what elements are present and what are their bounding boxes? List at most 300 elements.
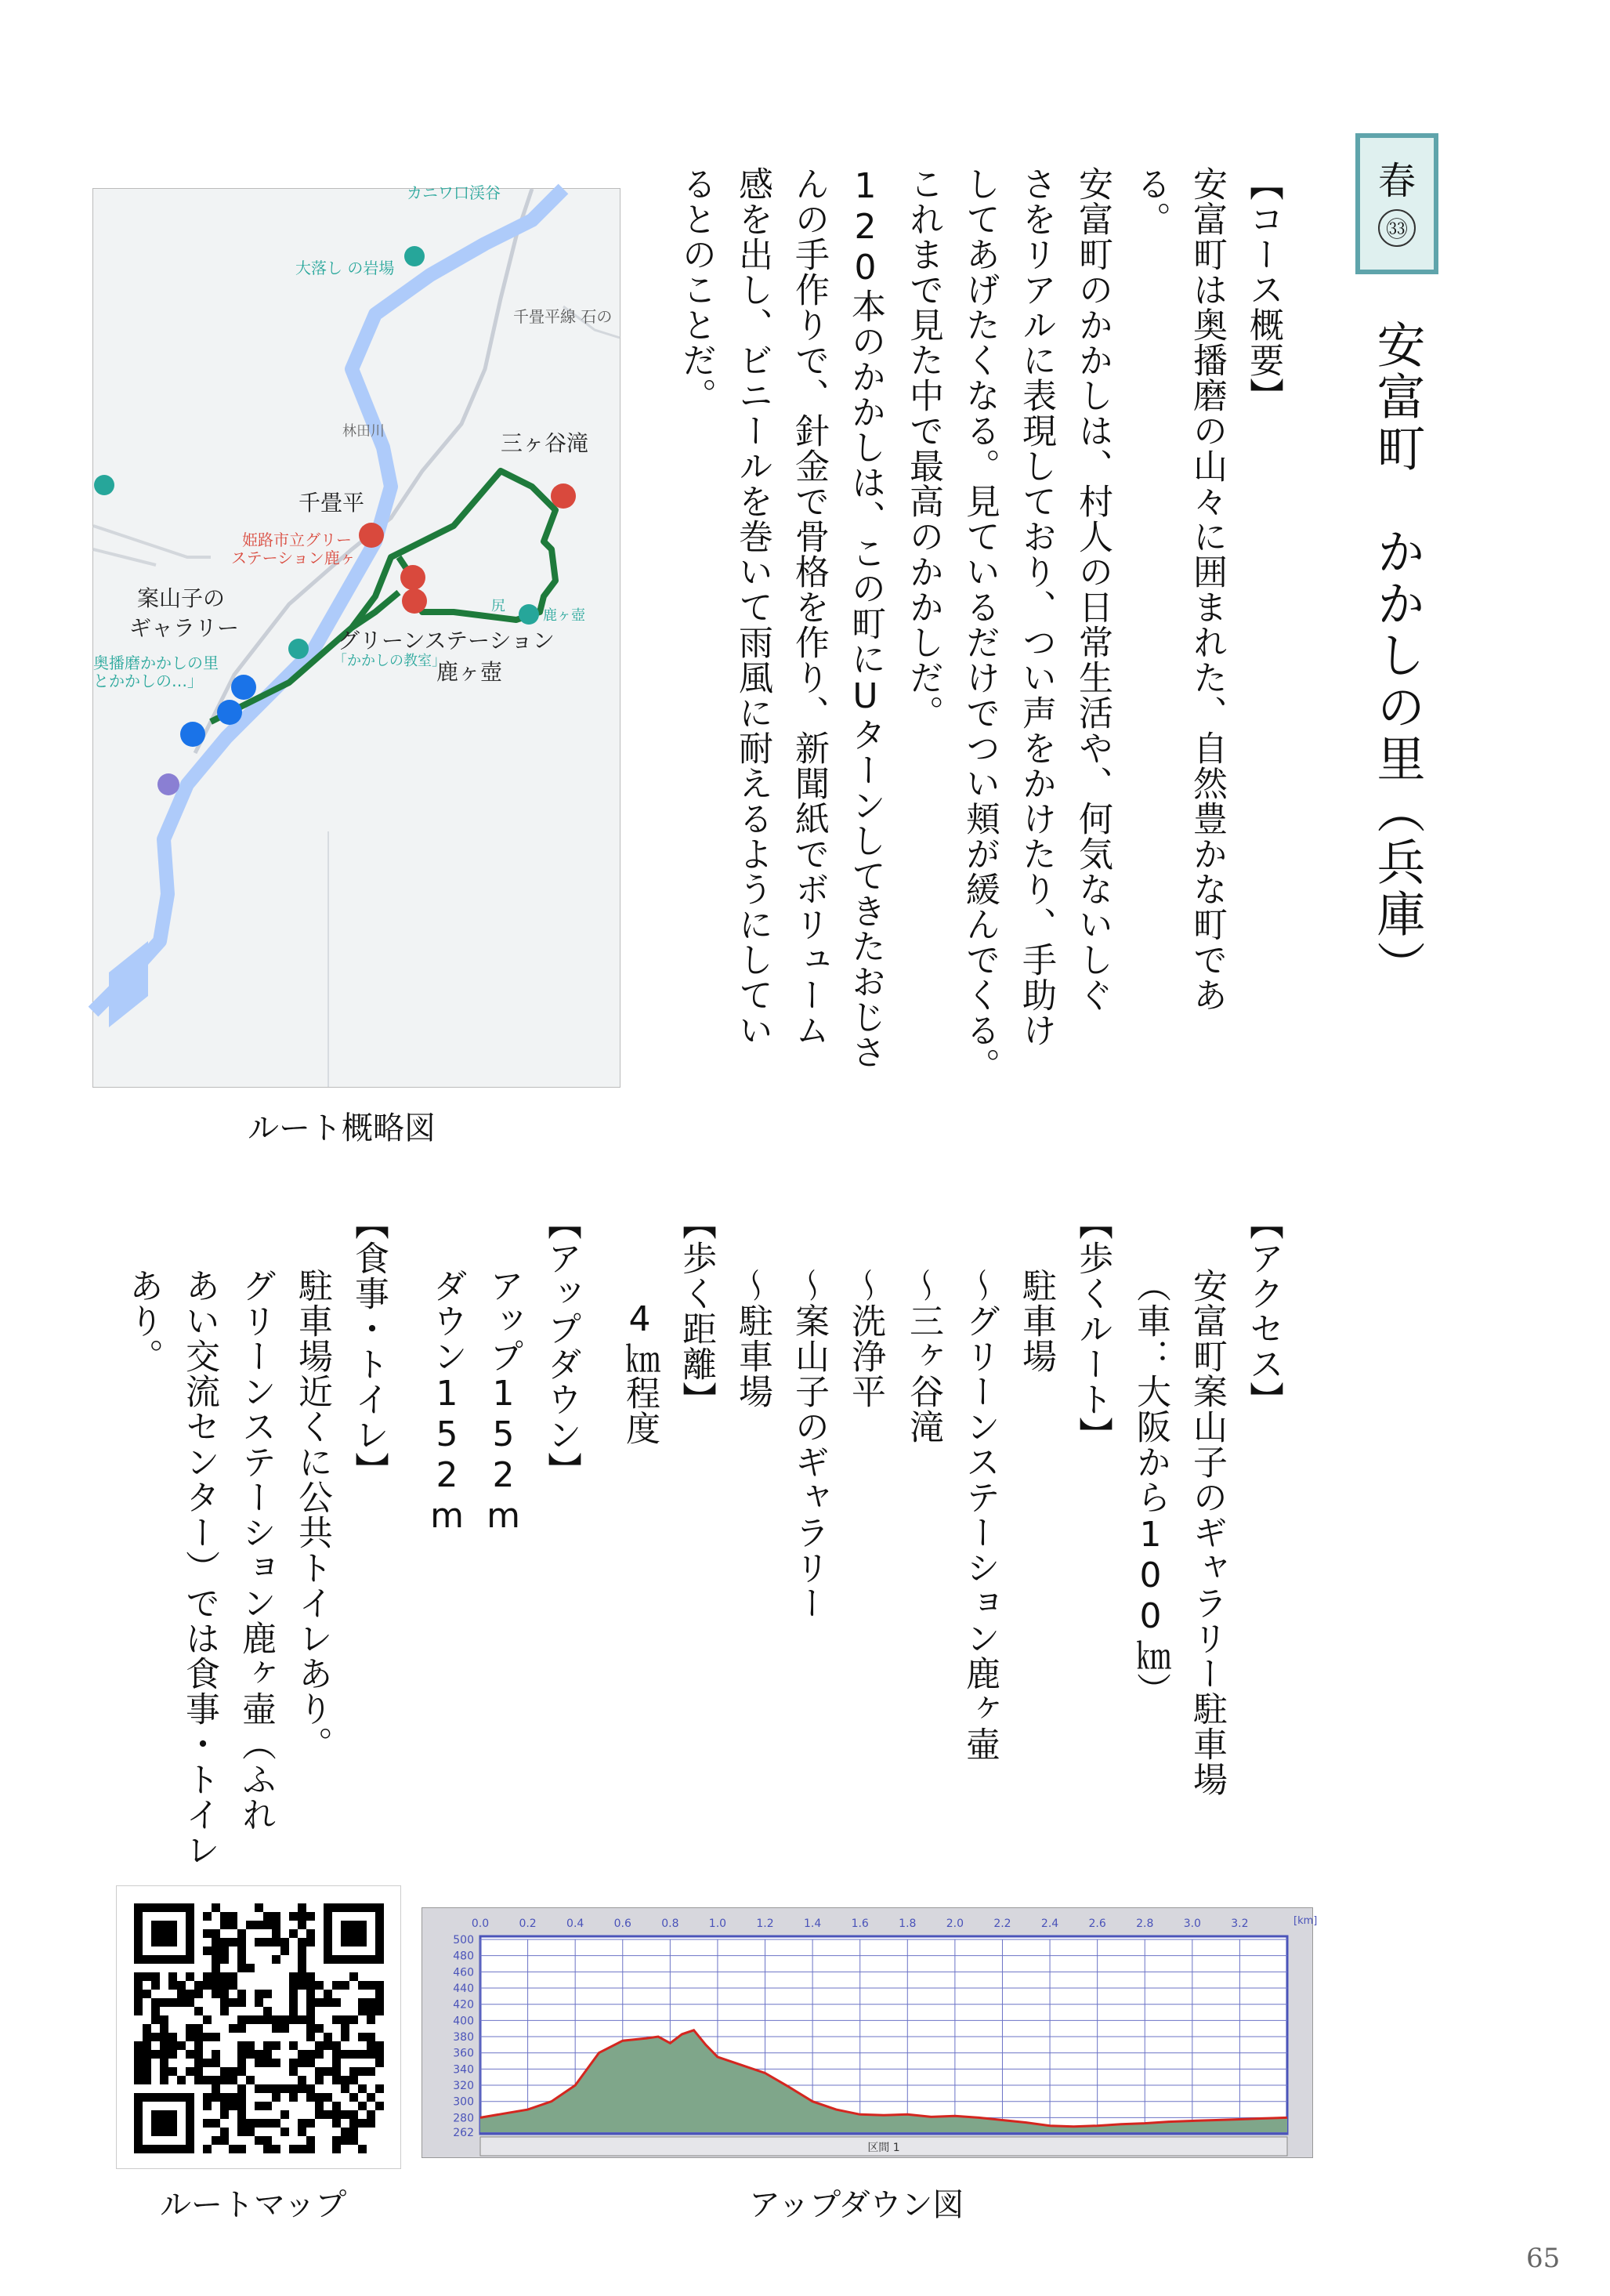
qr-module	[151, 2033, 160, 2041]
qr-module	[134, 2041, 143, 2050]
qr-module	[237, 2015, 246, 2024]
info-line: 【歩くルート】	[1073, 1205, 1113, 1452]
qr-module	[134, 2007, 143, 2015]
qr-module	[298, 2076, 306, 2084]
qr-module	[263, 2007, 272, 2015]
qr-module	[272, 2093, 280, 2102]
qr-module	[237, 2041, 246, 2050]
qr-module	[203, 2093, 212, 2102]
shika-pin-icon	[519, 604, 539, 625]
qr-code-image	[117, 1886, 400, 2168]
qr-module	[168, 2041, 177, 2050]
qr-module	[203, 1972, 212, 1981]
qr-module	[237, 2050, 246, 2059]
qr-module	[289, 1998, 298, 2007]
qr-module	[280, 1947, 289, 1955]
qr-module	[237, 2093, 246, 2102]
qr-module	[177, 2076, 186, 2084]
qr-module	[375, 1990, 384, 1998]
chart-y-tick: 440	[453, 1983, 474, 1996]
chart-y-tick: 420	[453, 1998, 474, 2012]
qr-module	[237, 2119, 246, 2128]
qr-module	[349, 2119, 358, 2128]
qr-module	[212, 2119, 220, 2128]
qr-module	[186, 2033, 194, 2041]
qr-module	[186, 2067, 194, 2076]
qr-module	[203, 2059, 212, 2067]
chart-x-tick: 1.0	[708, 1918, 727, 1930]
qr-module	[367, 2110, 375, 2119]
qr-module	[220, 1990, 229, 1998]
qr-module	[255, 2136, 263, 2145]
qr-module	[263, 2102, 272, 2110]
qr-module	[212, 1938, 220, 1947]
qr-module	[272, 2059, 280, 2067]
map-label-kakashi1: 奥播磨かかしの里	[93, 654, 219, 672]
qr-module	[332, 2119, 341, 2128]
qr-module	[134, 2059, 143, 2067]
qr-module	[324, 1998, 332, 2007]
qr-module	[151, 2050, 160, 2059]
map-label-kakashi2: とかかしの…」	[93, 672, 203, 690]
qr-module	[194, 2067, 203, 2076]
qr-module	[255, 2059, 263, 2067]
qr-module	[246, 2041, 255, 2050]
qr-module	[255, 1998, 263, 2007]
qr-module	[237, 1947, 246, 1955]
qr-module	[332, 2102, 341, 2110]
gallery-pin-icon	[231, 675, 256, 700]
info-line: 【アップダウン】	[541, 1205, 581, 1487]
qr-module	[306, 1938, 315, 1947]
qr-module	[177, 1981, 186, 1990]
qr-module	[263, 2015, 272, 2024]
qr-module	[315, 2024, 324, 2033]
route-map	[92, 183, 620, 1088]
qr-module	[332, 1981, 341, 1990]
chart-x-tick: 2.4	[1040, 1918, 1059, 1930]
chart-y-tick: 500	[453, 1934, 474, 1947]
qr-module	[177, 1990, 186, 1998]
map-label-gs: グリーンステーション	[338, 628, 555, 654]
qr-module	[332, 2136, 341, 2145]
chart-x-tick: 0.6	[613, 1918, 631, 1930]
qr-module	[324, 2067, 332, 2076]
qr-module	[203, 2076, 212, 2084]
qr-module	[263, 2145, 272, 2153]
qr-module	[289, 1929, 298, 1938]
qr-module	[220, 1912, 229, 1921]
info-line: グリーンステーション鹿ヶ壷（ふれ	[236, 1268, 276, 1832]
qr-module	[289, 1990, 298, 1998]
qr-module	[143, 2024, 151, 2033]
qr-module	[168, 1972, 177, 1981]
qr-module	[229, 2024, 237, 2033]
qr-module	[375, 2084, 384, 2093]
qr-module	[315, 2041, 324, 2050]
qr-module	[203, 1929, 212, 1938]
info-line: 【アクセス】	[1243, 1205, 1283, 1417]
qr-module	[237, 1990, 246, 1998]
qr-module	[349, 2015, 358, 2024]
qr-module	[186, 2024, 194, 2033]
chart-x-unit: [km]	[1293, 1915, 1318, 1927]
qr-module	[212, 2084, 220, 2093]
overview-line: してあげたくなる。見ているだけでつい頬が緩んでくる。	[960, 166, 1000, 1083]
season-label: 春	[1377, 158, 1416, 203]
qr-module	[246, 2076, 255, 2084]
qr-module	[160, 2015, 168, 2024]
chart-y-tick: 280	[453, 2112, 474, 2125]
qr-module	[315, 1981, 324, 1990]
qr-module	[289, 2093, 298, 2102]
qr-module	[229, 2076, 237, 2084]
qr-module	[143, 1990, 151, 1998]
qr-module	[168, 2033, 177, 2041]
parking2-pin-icon	[157, 773, 179, 795]
qr-module	[324, 2041, 332, 2050]
qr-module	[289, 2067, 298, 2076]
qr-module	[358, 2119, 367, 2128]
qr-module	[229, 2102, 237, 2110]
qr-module	[341, 2076, 349, 2084]
chart-y-tick: 320	[453, 2080, 474, 2093]
qr-module	[332, 2145, 341, 2153]
qr-module	[272, 2024, 280, 2033]
chart-x-tick: 0.0	[471, 1918, 490, 1930]
map-label-shiri: 尻	[491, 598, 505, 614]
qr-module	[229, 2067, 237, 2076]
qr-module	[332, 2110, 341, 2119]
qr-module	[375, 2059, 384, 2067]
qr-module	[263, 1990, 272, 1998]
qr-module	[212, 1981, 220, 1990]
kakashi-pin-icon	[288, 639, 309, 659]
qr-module	[220, 1981, 229, 1990]
qr-module	[272, 2145, 280, 2153]
qr-module	[289, 2059, 298, 2067]
qr-module	[315, 2093, 324, 2102]
qr-module	[246, 2050, 255, 2059]
qr-module	[263, 2136, 272, 2145]
qr-module	[194, 2076, 203, 2084]
info-line: 駐車場近くに公共トイレあり。	[292, 1268, 332, 1762]
qr-module	[306, 2145, 315, 2153]
qr-module	[168, 2067, 177, 2076]
qr-module	[237, 2024, 246, 2033]
info-line: 【歩く距離】	[676, 1205, 716, 1417]
map-label-facility1: 姫路市立グリー	[242, 531, 352, 549]
qr-module	[315, 2110, 324, 2119]
qr-module	[341, 2128, 349, 2136]
qr-module	[341, 2136, 349, 2145]
qr-module	[151, 1998, 160, 2007]
qr-module	[315, 2102, 324, 2110]
qr-module	[358, 1998, 367, 2007]
qr-module	[160, 2067, 168, 2076]
qr-module	[134, 1981, 143, 1990]
qr-module	[272, 2084, 280, 2093]
qr-module	[229, 2093, 237, 2102]
qr-module	[298, 2128, 306, 2136]
qr-module	[375, 2041, 384, 2050]
qr-module	[280, 2128, 289, 2136]
qr-module	[306, 2024, 315, 2033]
overview-line: これまで見た中で最高のかかしだ。	[903, 166, 943, 730]
qr-module	[160, 1998, 168, 2007]
qr-module	[220, 1955, 229, 1964]
qr-module	[203, 1912, 212, 1921]
qr-module	[306, 1981, 315, 1990]
qr-module	[212, 1947, 220, 1955]
qr-module	[212, 2059, 220, 2067]
qr-module	[298, 1947, 306, 1955]
info-line: （車：大阪から100㎞）	[1131, 1268, 1170, 1708]
qr-module	[341, 2084, 349, 2093]
qr-module	[194, 1981, 203, 1990]
chart-y-tick: 400	[453, 2015, 474, 2028]
qr-module	[367, 2041, 375, 2050]
qr-module	[375, 2102, 384, 2110]
qr-module	[263, 1938, 272, 1947]
qr-module	[332, 2067, 341, 2076]
qr-module	[246, 1964, 255, 1972]
qr-module	[272, 2041, 280, 2050]
qr-module	[212, 1955, 220, 1964]
park-pin-icon	[94, 475, 114, 495]
home-pin-icon	[180, 722, 205, 747]
qr-module	[229, 1981, 237, 1990]
qr-module	[298, 1912, 306, 1921]
qr-module	[358, 2050, 367, 2059]
overview-line: るとのことだ。	[676, 166, 716, 413]
info-line: あり。	[123, 1268, 163, 1374]
qr-module	[358, 2084, 367, 2093]
info-line: ～駐車場	[733, 1268, 772, 1409]
qr-module	[289, 2007, 298, 2015]
qr-module	[212, 2093, 220, 2102]
qr-module	[151, 2015, 160, 2024]
qr-module	[349, 2076, 358, 2084]
map-label-river: 林田川	[342, 423, 385, 440]
chart-y-tick: 380	[453, 2031, 474, 2044]
qr-module	[375, 2007, 384, 2015]
station2-pin-icon	[402, 588, 427, 614]
qr-module	[134, 2067, 143, 2076]
qr-module	[194, 2050, 203, 2059]
map-label-rock: 大落し の岩場	[295, 259, 395, 277]
qr-module	[272, 1938, 280, 1947]
chart-caption: アップダウン図	[749, 2187, 964, 2223]
qr-module	[177, 1998, 186, 2007]
map-label-facility2: ステーション鹿ヶ	[231, 549, 356, 567]
qr-module	[298, 1964, 306, 1972]
qr-module	[375, 1998, 384, 2007]
qr-module	[194, 2007, 203, 2015]
qr-module	[341, 2015, 349, 2024]
qr-module	[324, 2033, 332, 2041]
qr-module	[263, 2084, 272, 2093]
qr-module	[289, 2041, 298, 2050]
qr-module	[237, 1998, 246, 2007]
qr-module	[375, 2050, 384, 2059]
qr-module	[203, 1947, 212, 1955]
overview-line: さをリアルに表現しており、つい声をかけたり、手助け	[1016, 166, 1056, 1048]
qr-module	[289, 2015, 298, 2024]
chart-xlabel: 区間 1	[867, 2142, 900, 2154]
info-line: ～三ヶ谷滝	[903, 1268, 943, 1444]
qr-module	[367, 1981, 375, 1990]
qr-module	[349, 2128, 358, 2136]
map-drawing	[93, 183, 620, 1087]
qr-module	[220, 2136, 229, 2145]
rock-pin-icon	[404, 246, 425, 266]
qr-module	[143, 2033, 151, 2041]
qr-module	[220, 2093, 229, 2102]
overview-line: んの手作りで、針金で骨格を作り、新聞紙でボリューム	[789, 166, 829, 1048]
qr-module	[186, 1998, 194, 2007]
chart-x-tick: 2.2	[993, 1918, 1011, 1930]
chart-x-tick: 0.8	[661, 1918, 679, 1930]
qr-module	[298, 2050, 306, 2059]
qr-module	[315, 1998, 324, 2007]
qr-module	[332, 2076, 341, 2084]
qr-module	[375, 1981, 384, 1990]
season-badge	[1355, 133, 1438, 274]
qr-module	[212, 1990, 220, 1998]
info-line: 駐車場	[1016, 1268, 1056, 1374]
qr-module	[220, 1972, 229, 1981]
qr-module	[358, 2033, 367, 2041]
qr-module	[203, 2102, 212, 2110]
qr-module	[263, 2059, 272, 2067]
qr-module	[298, 2084, 306, 2093]
qr-module	[246, 2119, 255, 2128]
qr-module	[237, 2084, 246, 2093]
qr-module	[367, 2050, 375, 2059]
qr-module	[186, 1972, 194, 1981]
qr-module	[151, 1921, 177, 1947]
qr-module	[306, 2007, 315, 2015]
qr-module	[212, 1964, 220, 1972]
qr-module	[341, 2110, 349, 2119]
qr-module	[237, 2145, 246, 2153]
map-label-classroom: 「かかしの教室」	[333, 653, 446, 669]
qr-module	[298, 1972, 306, 1981]
qr-module	[332, 2059, 341, 2067]
overview-line: る。	[1131, 166, 1170, 237]
info-line: ～グリーンステーション鹿ヶ壷	[960, 1268, 1000, 1762]
qr-module	[272, 2119, 280, 2128]
qr-module	[160, 2033, 168, 2041]
qr-module	[194, 2033, 203, 2041]
qr-module	[349, 2136, 358, 2145]
qr-module	[255, 2102, 263, 2110]
qr-module	[272, 1912, 280, 1921]
chart-x-tick: 1.6	[851, 1918, 869, 1930]
info-line: 安富町案山子のギャラリー駐車場	[1187, 1268, 1227, 1797]
qr-module	[237, 1938, 246, 1947]
qr-module	[263, 2041, 272, 2050]
qr-module	[272, 1921, 280, 1929]
qr-module	[237, 2067, 246, 2076]
qr-module	[298, 1921, 306, 1929]
qr-module	[143, 2050, 151, 2059]
chart-x-tick: 0.2	[519, 1918, 537, 1930]
chart-x-tick: 2.6	[1088, 1918, 1106, 1930]
qr-module	[324, 1990, 332, 1998]
qr-code	[116, 1885, 401, 2169]
map-label-gallery-1: 案山子の	[137, 585, 226, 611]
overview-line: 120本のかかしは、この町にUターンしてきたおじさ	[845, 166, 885, 1070]
map-label-waterfall: 三ヶ谷滝	[501, 430, 589, 456]
qr-module	[237, 1955, 246, 1964]
qr-module	[177, 2041, 186, 2050]
qr-module	[349, 2050, 358, 2059]
qr-module	[229, 1912, 237, 1921]
qr-module	[306, 1912, 315, 1921]
qr-module	[298, 2119, 306, 2128]
qr-module	[349, 2110, 358, 2119]
qr-module	[134, 1990, 143, 1998]
qr-module	[367, 2015, 375, 2024]
qr-module	[272, 1955, 280, 1964]
qr-module	[341, 2050, 349, 2059]
qr-module	[255, 2050, 263, 2059]
qr-module	[280, 2024, 289, 2033]
qr-module	[349, 2067, 358, 2076]
qr-module	[151, 2110, 177, 2136]
qr-module	[280, 1938, 289, 1947]
qr-module	[160, 2076, 168, 2084]
qr-module	[229, 1998, 237, 2007]
qr-module	[298, 1903, 306, 1912]
qr-module	[237, 2059, 246, 2067]
qr-module	[315, 2067, 324, 2076]
qr-module	[160, 2024, 168, 2033]
qr-module	[272, 2015, 280, 2024]
chart-x-tick: 2.0	[946, 1918, 964, 1930]
qr-module	[306, 2050, 315, 2059]
qr-module	[229, 1972, 237, 1981]
qr-module	[332, 2015, 341, 2024]
page-title: 安富町 かかしの里（兵庫）	[1369, 320, 1426, 992]
qr-module	[306, 2059, 315, 2067]
qr-module	[349, 1972, 358, 1981]
qr-module	[315, 2050, 324, 2059]
chart-y-tick: 460	[453, 1966, 474, 1979]
qr-module	[298, 1938, 306, 1947]
map-caption: ルート概略図	[248, 1110, 436, 1146]
qr-module	[306, 2119, 315, 2128]
qr-module	[134, 1972, 143, 1981]
qr-module	[306, 2015, 315, 2024]
qr-module	[289, 1981, 298, 1990]
qr-module	[203, 2145, 212, 2153]
qr-module	[203, 1981, 212, 1990]
qr-module	[212, 2076, 220, 2084]
qr-module	[220, 1998, 229, 2007]
qr-module	[229, 2145, 237, 2153]
overview-line: 安富町は奥播磨の山々に囲まれた、自然豊かな町であ	[1187, 166, 1227, 1012]
qr-module	[237, 1929, 246, 1938]
qr-module	[160, 2050, 168, 2059]
qr-module	[143, 2067, 151, 2076]
qr-module	[186, 2050, 194, 2059]
qr-module	[203, 2033, 212, 2041]
map-label-senjo: 千畳平	[298, 490, 365, 516]
waterfall-pin-icon	[551, 483, 576, 509]
